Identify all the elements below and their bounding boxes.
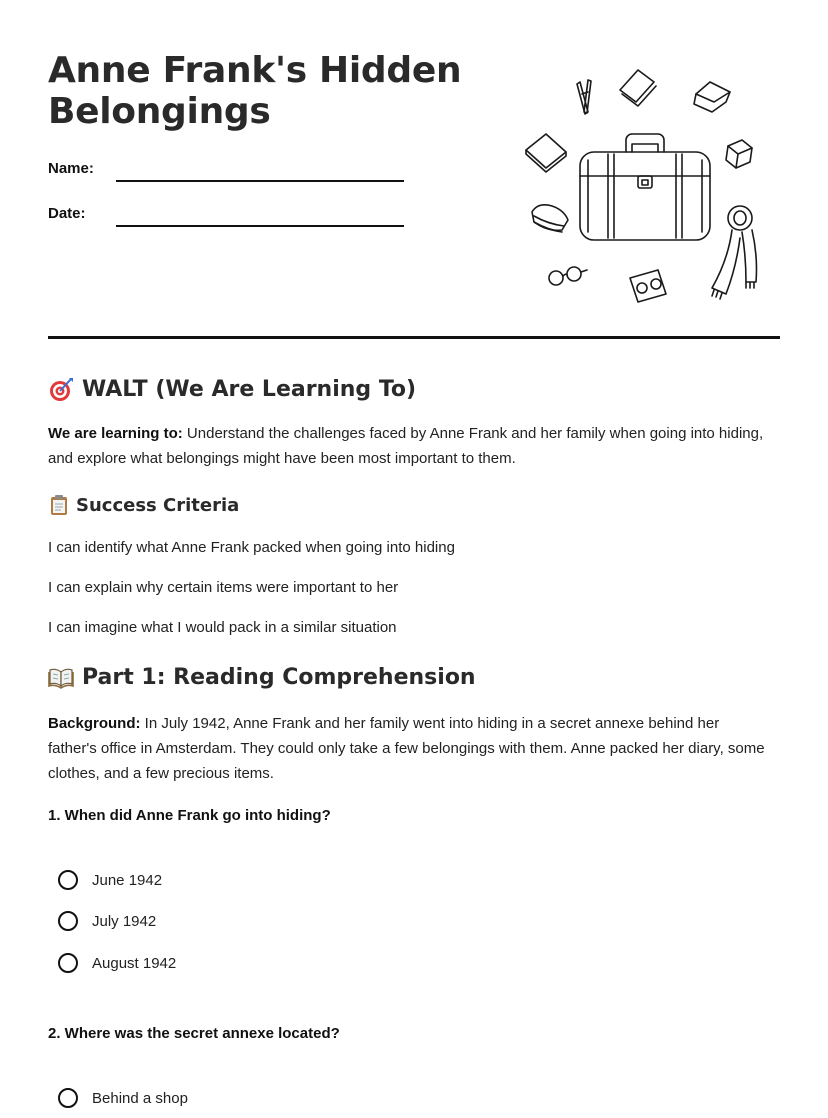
header-divider	[48, 336, 780, 339]
open-book-icon	[48, 664, 74, 690]
date-line[interactable]	[116, 225, 404, 227]
option-label: June 1942	[92, 871, 163, 889]
q1-option-june-1942[interactable]	[58, 867, 162, 893]
q1-option-august-1942[interactable]	[58, 950, 176, 976]
soap-icon	[694, 82, 730, 112]
radio-button[interactable]	[58, 1088, 78, 1108]
diary-icon	[630, 270, 666, 302]
pencils-icon	[577, 80, 591, 114]
folded-clothes-icon	[532, 205, 568, 232]
scarf-icon	[712, 206, 757, 299]
part1-heading-text: Part 1: Reading Comprehension	[82, 664, 476, 690]
part1-heading	[48, 664, 476, 690]
option-label: August 1942	[92, 954, 177, 972]
walt-heading	[48, 376, 416, 402]
criteria-item: I can imagine what I would pack in a similar situation	[48, 619, 397, 636]
question-1: 1. When did Anne Frank go into hiding?	[48, 807, 331, 824]
small-box-icon	[726, 140, 752, 168]
name-line[interactable]	[116, 180, 404, 182]
criteria-item: I can identify what Anne Frank packed when going into hiding	[48, 539, 455, 556]
success-criteria-heading	[48, 494, 239, 516]
name-label: Name:	[48, 160, 94, 177]
worksheet-page	[48, 0, 780, 1118]
suitcase-illustration	[518, 60, 768, 310]
question-2: 2. Where was the secret annexe located?	[48, 1025, 340, 1042]
date-field[interactable]	[48, 205, 408, 229]
background-body: In July 1942, Anne Frank and her family went into hiding in a secret annexe behind her father's office in Amsterdam. They could only take a few belongings with them. Anne packed her diary, some clothes, and a few precious items.	[48, 715, 765, 782]
radio-button[interactable]	[58, 953, 78, 973]
name-field[interactable]	[48, 160, 408, 184]
option-label: Behind a shop	[92, 1089, 188, 1107]
walt-heading-text: WALT (We Are Learning To)	[82, 376, 417, 402]
glasses-icon	[549, 267, 587, 285]
radio-button[interactable]	[58, 911, 78, 931]
q2-option-behind-a-shop[interactable]	[58, 1085, 188, 1111]
walt-text	[48, 421, 768, 471]
radio-button[interactable]	[58, 870, 78, 890]
q1-option-july-1942[interactable]	[58, 908, 156, 934]
success-criteria-heading-text: Success Criteria	[76, 494, 240, 516]
criteria-item: I can explain why certain items were important to her	[48, 579, 399, 596]
clipboard-icon	[48, 494, 70, 516]
walt-lead: We are learning to:	[48, 425, 183, 442]
background-text	[48, 711, 768, 786]
walt-body: Understand the challenges faced by Anne Frank and her family when going into hiding, and explore what belongings might have been most important to them.	[48, 425, 764, 467]
target-icon	[48, 376, 74, 402]
notebook-icon	[620, 70, 656, 106]
date-label: Date:	[48, 205, 86, 222]
page-title: Anne Frank's Hidden Belongings	[48, 50, 462, 132]
background-lead: Background:	[48, 715, 141, 732]
suitcase-icon	[580, 134, 710, 240]
option-label: July 1942	[92, 912, 157, 930]
book-icon	[526, 134, 566, 172]
